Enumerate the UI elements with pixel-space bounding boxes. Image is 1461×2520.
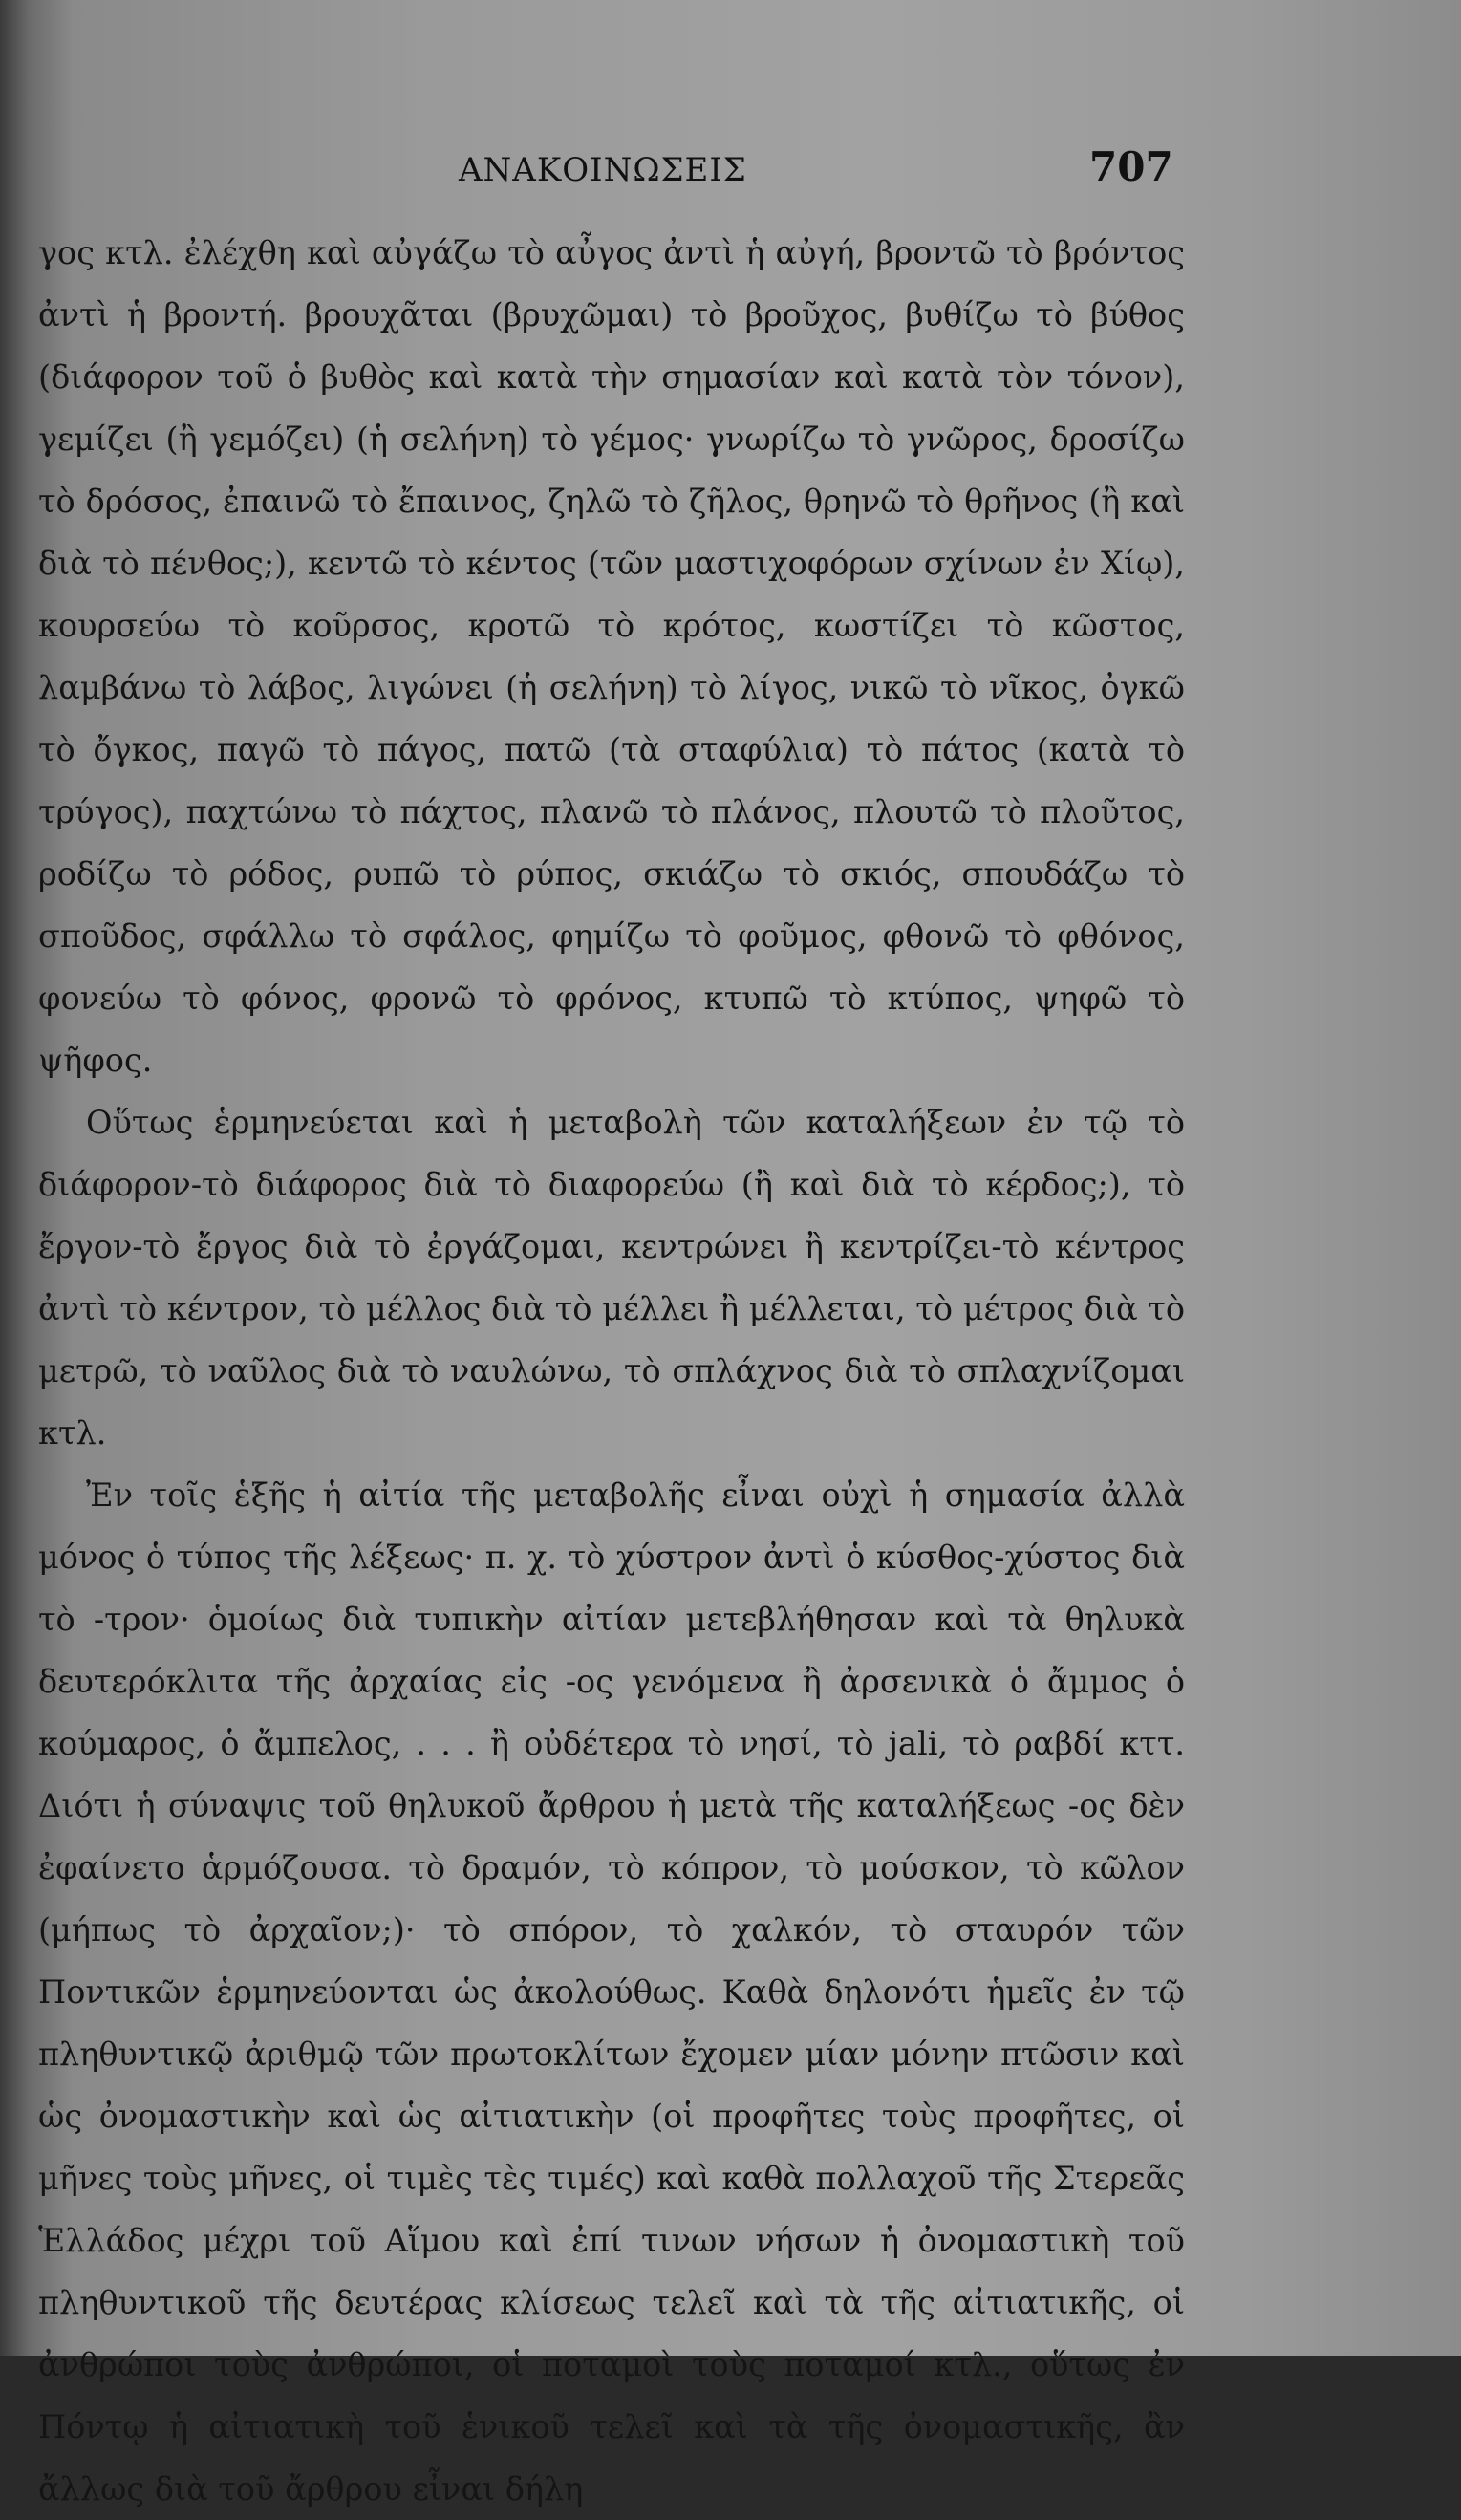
paragraph-1: γος κτλ. ἐλέχθη καὶ αὐγάζω τὸ αὖγος ἀντὶ ἡ αὐγή, βροντῶ τὸ βρόντος ἀντὶ ἡ βροντή. βρουχᾶται (βρυχῶμαι) τὸ βροῦχος, βυθίζω τὸ βύθος (διάφορον τοῦ ὁ βυθὸς καὶ κατὰ τὴν σημασίαν καὶ κατὰ τὸν τόνον), γεμίζει (ἢ γεμόζει) (ἡ σελήνη) τὸ γέμος· γνωρίζω τὸ γνῶρος, δροσίζω τὸ δρόσος, ἐπαινῶ τὸ ἔπαινος, ζηλῶ τὸ ζῆλος, θρηνῶ τὸ θρῆνος (ἢ καὶ διὰ τὸ πένθος;), κεντῶ τὸ κέντος (τῶν μαστιχοφόρων σχίνων ἐν Χίῳ), κουρσεύω τὸ κοῦρσος, κροτῶ τὸ κρότος, κωστίζει τὸ κῶστος, λαμβάνω τὸ λάβος, λιγώνει (ἡ σελήνη) τὸ λίγος, νικῶ τὸ νῖκος, ὀγκῶ τὸ ὄγκος, παγῶ τὸ πάγος, πατῶ (τὰ σταφύλια) τὸ πάτος (κατὰ τὸ τρύγος), παχτώνω τὸ πάχτος, πλανῶ τὸ πλάνος, πλουτῶ τὸ πλοῦτος, ροδίζω τὸ ρόδος, ρυπῶ τὸ ρύπος, σκιάζω τὸ σκιός, σπουδάζω τὸ σποῦδος, σφάλλω τὸ σφάλος, φημίζω τὸ φοῦμος, φθονῶ τὸ φθόνος, φονεύω τὸ φόνος, φρονῶ τὸ φρόνος, κτυπῶ τὸ κτύπος, ψηφῶ τὸ ψῆφος. (38, 234, 1185, 1079)
running-head: ΑΝΑΚΟΙΝΩΣΕΙΣ (459, 151, 747, 189)
paragraph-2: Οὕτως ἑρμηνεύεται καὶ ἡ μεταβολὴ τῶν καταλήξεων ἐν τῷ τὸ διάφορον-τὸ διάφορος διὰ τὸ διαφορεύω (ἢ καὶ διὰ τὸ κέρδος;), τὸ ἔργον-τὸ ἔργος διὰ τὸ ἐργάζομαι, κεντρώνει ἢ κεντρίζει-τὸ κέντρος ἀντὶ τὸ κέντρον, τὸ μέλλος διὰ τὸ μέλλει ἢ μέλλεται, τὸ μέτρος διὰ τὸ μετρῶ, τὸ ναῦλος διὰ τὸ ναυλώνω, τὸ σπλάχνος διὰ τὸ σπλαχνίζομαι κτλ. (38, 1104, 1185, 1452)
body-text (38, 222, 1185, 2520)
page-number: 707 (1089, 143, 1173, 190)
page-header (0, 143, 1461, 201)
paragraph-3: Ἐν τοῖς ἑξῆς ἡ αἰτία τῆς μεταβολῆς εἶναι οὐχὶ ἡ σημασία ἀλλὰ μόνος ὁ τύπος τῆς λέξεως· π. χ. τὸ χύστρον ἀντὶ ὁ κύσθος-χύστος διὰ τὸ -τρον· ὁμοίως διὰ τυπικὴν αἰτίαν μετεβλήθησαν καὶ τὰ θηλυκὰ δευτερόκλιτα τῆς ἀρχαίας εἰς -ος γενόμενα ἢ ἀρσενικὰ ὁ ἄμμος ὁ κούμαρος, ὁ ἄμπελος, . . . ἢ οὐδέτερα τὸ νησί, τὸ jali, τὸ ραβδί κττ. Διότι ἡ σύναψις τοῦ θηλυκοῦ ἄρθρου ἡ μετὰ τῆς καταλήξεως -ος δὲν ἐφαίνετο ἁρμόζουσα. τὸ δραμόν, τὸ κόπρον, τὸ μούσκον, τὸ κῶλον (μήπως τὸ ἀρχαῖον;)· τὸ σπόρον, τὸ χαλκόν, τὸ σταυρόν τῶν Ποντικῶν ἑρμηνεύονται ὡς ἀκολούθως. Καθὰ δηλονότι ἡμεῖς ἐν τῷ πληθυντικῷ ἀριθμῷ τῶν πρωτοκλίτων ἔχομεν μίαν μόνην πτῶσιν καὶ ὡς ὀνομαστικὴν καὶ ὡς αἰτιατικὴν (οἱ προφῆτες τοὺς προφῆτες, οἱ μῆνες τοὺς μῆνες, οἱ τιμὲς τὲς τιμές) καὶ καθὰ πολλαχοῦ τῆς Στερεᾶς Ἑλλάδος μέχρι τοῦ Αἵμου καὶ ἐπί τινων νήσων ἡ ὀνομαστικὴ τοῦ πληθυντικοῦ τῆς δευτέρας κλίσεως τελεῖ καὶ τὰ τῆς αἰτιατικῆς, οἱ ἀνθρώποι τοὺς ἀνθρώποι, οἱ ποταμοὶ τοὺς ποταμοί κτλ., οὕτως ἐν Πόντῳ ἡ αἰτιατικὴ τοῦ ἑνικοῦ τελεῖ καὶ τὰ τῆς ὀνομαστικῆς, ἂν ἄλλως διὰ τοῦ ἄρθρου εἶναι δήλη (38, 1476, 1185, 2508)
